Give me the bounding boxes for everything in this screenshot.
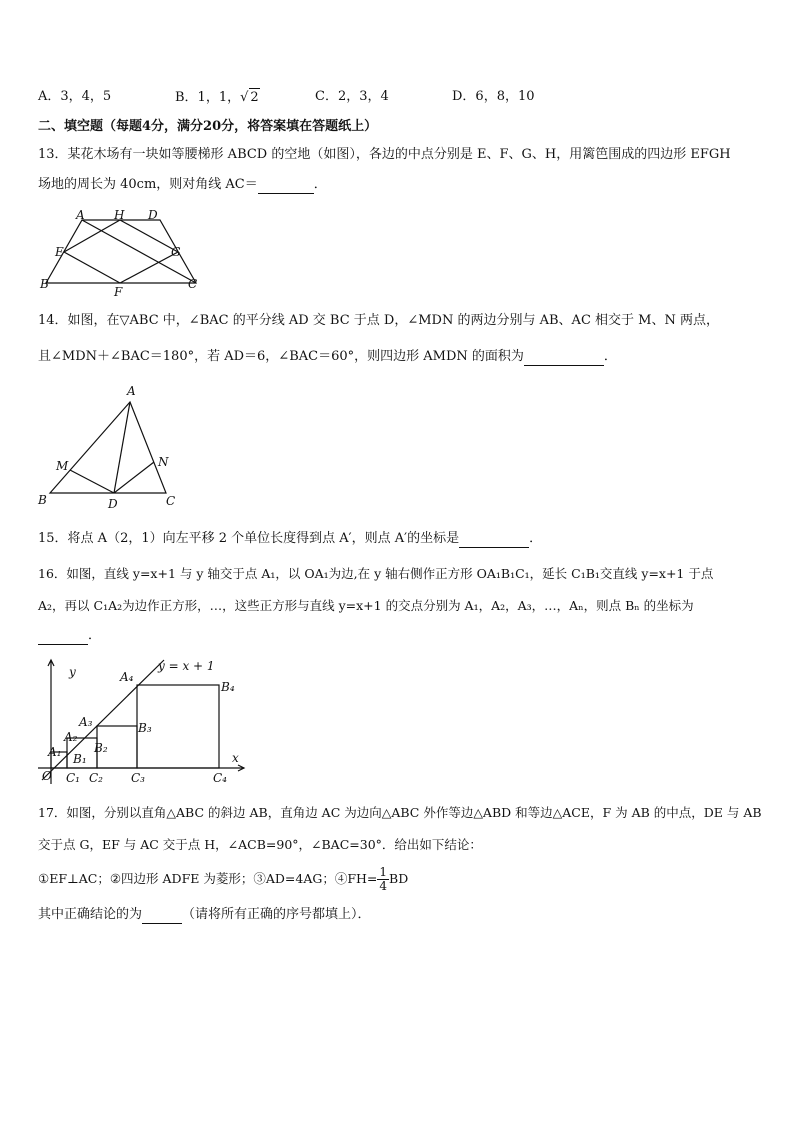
q17-line2: 交于点 G，EF 与 AC 交于点 H，∠ACB=90°，∠BAC=30°．给出如下结论：	[38, 837, 482, 852]
q16-line3	[38, 627, 101, 645]
answer-blank	[258, 180, 314, 194]
label-m: M	[56, 459, 69, 473]
label-d: D	[108, 497, 118, 510]
q17-line4-suffix: （请将所有正确的序号都填上）．	[182, 907, 371, 922]
q15-body: 15．将点 A（2，1）向左平移 2 个单位长度得到点 A′，则点 A′的坐标是	[38, 531, 460, 546]
label-b3: B₃	[138, 721, 152, 735]
option-b-prefix: B．1，1，	[175, 90, 241, 105]
line-y-x-plus-1	[42, 660, 164, 780]
label-a3: A₃	[79, 715, 93, 729]
label-f: F	[114, 285, 123, 299]
q15-text	[38, 530, 542, 548]
q13-line2	[38, 176, 327, 194]
option-d: D．6，8，10	[452, 89, 535, 104]
q17-conclusions: ①EF⊥AC；②四边形 ADFE 为菱形；③AD=4AG；④FH=	[38, 871, 378, 886]
label-b2: B₂	[94, 741, 108, 755]
label-o: O	[42, 769, 52, 783]
label-a: A	[127, 384, 136, 398]
q17-line1: 17．如图，分别以直角△ABC 的斜边 AB，直角边 AC 为边向△ABC 外作等边△ABD 和等边△ACE，F 为 AB 的中点，DE 与 AB	[38, 805, 762, 820]
q13-line1: 13．某花木场有一块如等腰梯形 ABCD 的空地（如图），各边的中点分别是 E、F、G、H，用篱笆围成的四边形 EFGH	[38, 147, 731, 162]
label-g: G	[171, 245, 181, 259]
q16-line1: 16．如图，直线 y=x+1 与 y 轴交于点 A₁，以 OA₁为边,在 y 轴右侧作正方形 OA₁B₁C₁，延长 C₁B₁交直线 y=x+1 于点	[38, 566, 714, 581]
label-c1: C₁	[66, 771, 80, 785]
section-heading: 二、填空题（每题4分，满分20分，将答案填在答题纸上）	[38, 119, 378, 134]
answer-blank	[524, 352, 604, 366]
q17-line4	[38, 906, 371, 924]
fraction-one-quarter	[377, 866, 389, 893]
label-c3: C₃	[131, 771, 145, 785]
label-e: E	[55, 245, 64, 259]
q14-line2-text: 且∠MDN＋∠BAC＝180°，若 AD＝6，∠BAC＝60°，则四边形 AMDN 的面积为	[38, 349, 524, 364]
label-equation: y = x + 1	[158, 659, 215, 673]
q16-line3-end: ．	[88, 628, 102, 643]
label-a2: A₂	[64, 730, 78, 744]
q13-line2-end: ．	[313, 177, 327, 192]
label-b: B	[40, 277, 49, 291]
label-c2: C₂	[89, 771, 103, 785]
squares-figure	[34, 656, 249, 788]
label-n: N	[158, 455, 169, 469]
q17-line4-prefix: 其中正确结论的为	[38, 907, 143, 922]
q16-line2: A₂，再以 C₁A₂为边作正方形，…，这些正方形与直线 y=x+1 的交点分别为 A₁，A₂，A₃，…，Aₙ，则点 Bₙ 的坐标为	[38, 598, 694, 613]
fraction-denominator: 4	[379, 879, 388, 893]
label-b4: B₄	[221, 680, 235, 694]
trapezoid-figure	[36, 206, 208, 300]
q13-line2-text: 场地的周长为 40cm，则对角线 AC＝	[38, 177, 258, 192]
label-d: D	[148, 208, 158, 222]
q14-line2	[38, 348, 617, 366]
q14-line2-end: ．	[603, 349, 617, 364]
label-y: y	[69, 665, 76, 679]
answer-blank	[459, 534, 529, 548]
label-a4: A₄	[120, 670, 134, 684]
label-c4: C₄	[213, 771, 227, 785]
q17-conclusion-suffix: BD	[389, 871, 409, 886]
option-a: A．3，4，5	[38, 89, 112, 104]
label-c: C	[188, 277, 198, 291]
q14-line1: 14．如图，在▽ABC 中，∠BAC 的平分线 AD 交 BC 于点 D，∠MDN 的两边分别与 AB、AC 相交于 M、N 两点，	[38, 313, 719, 328]
q15-end: ．	[529, 531, 543, 546]
fraction-numerator: 1	[379, 865, 388, 879]
option-c: C．2，3，4	[315, 89, 389, 104]
label-a: A	[76, 208, 85, 222]
answer-blank	[142, 910, 182, 924]
label-x: x	[232, 751, 239, 765]
answer-blank	[38, 631, 88, 645]
triangle-figure	[34, 380, 184, 510]
option-b	[175, 88, 260, 107]
sqrt-symbol: √	[240, 90, 249, 105]
label-h: H	[114, 208, 125, 222]
label-b: B	[38, 493, 47, 507]
label-a1: A₁	[48, 745, 62, 759]
label-c: C	[166, 494, 176, 508]
label-b1: B₁	[73, 752, 87, 766]
sqrt-value: 2	[250, 90, 259, 105]
q17-line3	[38, 862, 408, 896]
triangle-abc	[50, 402, 166, 493]
